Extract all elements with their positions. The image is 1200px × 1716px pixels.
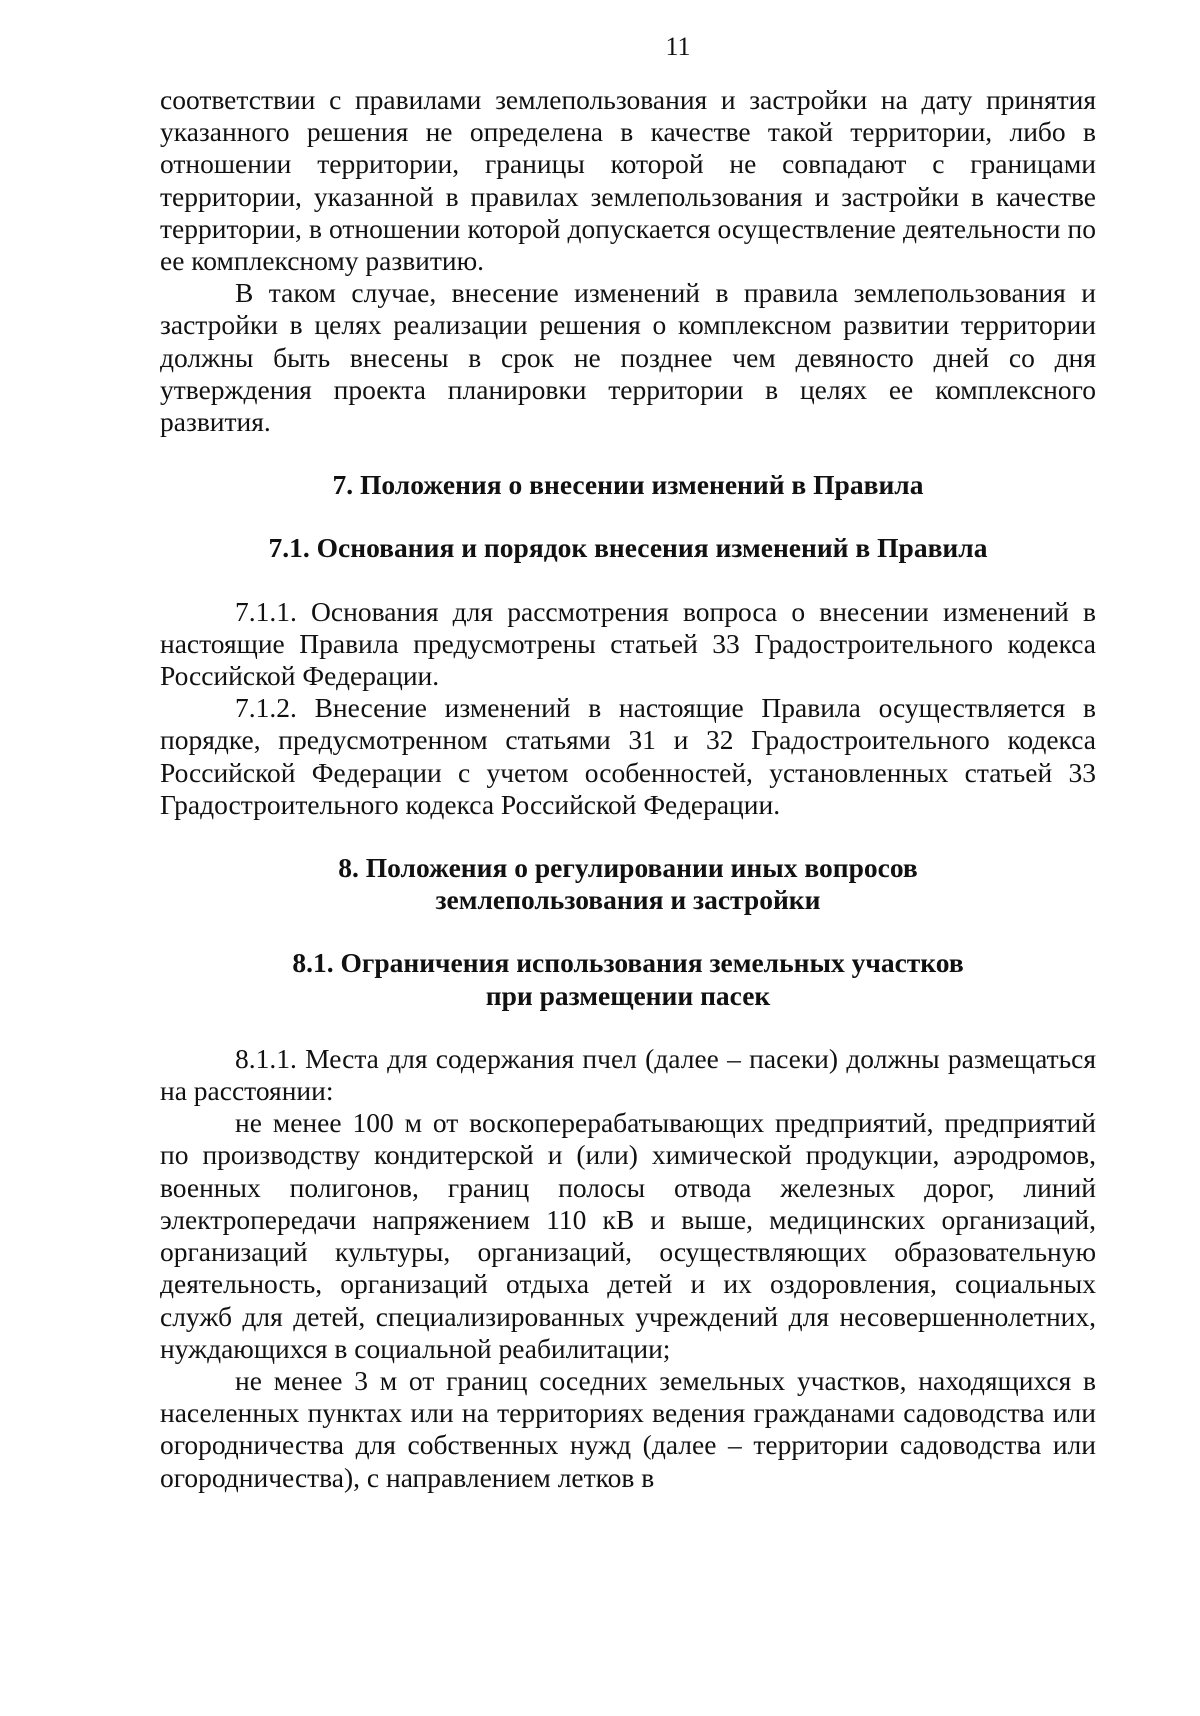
item-8-1-1-distance-3m: не менее 3 м от границ соседних земельных участков, находящихся в населенных пунктах или на территориях ведения гражданами садоводства или огородничества для собственных нужд (далее – территории садоводства или огородничества), с направлением летков в bbox=[160, 1364, 1096, 1493]
subsection-8-1-heading bbox=[160, 947, 1096, 1011]
section-7-title: 7. Положения о внесении изменений в Правила bbox=[332, 469, 924, 501]
document-page bbox=[160, 30, 1096, 1494]
page-number: 11 bbox=[665, 32, 691, 61]
section-8-heading bbox=[160, 852, 1096, 916]
item-7-1-2: 7.1.2. Внесение изменений в настоящие Правила осуществляется в порядке, предусмотренном статьями 31 и 32 Градостроительного кодекса Российской Федерации с учетом особенностей, установленных статьей 33 Градостроительного кодекса Российской Федерации. bbox=[160, 692, 1096, 820]
subsection-8-1-title-line1: 8.1. Ограничения использования земельных участков bbox=[292, 947, 964, 979]
subsection-7-1-title: 7.1. Основания и порядок внесения изменений в Правила bbox=[268, 532, 988, 564]
item-8-1-1-distance-100m: не менее 100 м от воскоперерабатывающих предприятий, предприятий по производству кондитерской и (или) химической продукции, аэродромов, военных полигонов, границ полосы отвода железных дорог, линий электропередачи напряжением 110 кВ и выше, медицинских организаций, организаций культуры, организаций, осуществляющих образовательную деятельность, организаций отдыха детей и их оздоровления, социальных служб для детей, специализированных учреждений для несовершеннолетних, нуждающихся в социальной реабилитации; bbox=[160, 1107, 1096, 1364]
section-8-title-line2: землепользования и застройки bbox=[435, 884, 821, 916]
item-7-1-1: 7.1.1. Основания для рассмотрения вопроса о внесении изменений в настоящие Правила предусмотрены статьей 33 Градостроительного кодекса Российской Федерации. bbox=[160, 595, 1096, 692]
paragraph-amendment-deadline: В таком случае, внесение изменений в правила землепользования и застройки в целях реализации решения о комплексном развитии территории должны быть внесены в срок не позднее чем девяносто дней со дня утверждения проекта планировки территории в целях ее комплексного развития. bbox=[160, 277, 1096, 438]
paragraph-continuation: соответствии с правилами землепользования и застройки на дату принятия указанного решения не определена в качестве такой территории, либо в отношении территории, границы которой не совпадают с границами территории, указанной в правилах землепользования и застройки в качестве территории, в отношении которой допускается осуществление деятельности по ее комплексному развитию. bbox=[160, 84, 1096, 277]
subsection-8-1-title-line2: при размещении пасек bbox=[485, 979, 771, 1011]
section-8-title-line1: 8. Положения о регулировании иных вопросов bbox=[338, 852, 918, 884]
section-7-heading bbox=[160, 469, 1096, 501]
subsection-7-1-heading bbox=[160, 532, 1096, 564]
item-8-1-1: 8.1.1. Места для содержания пчел (далее – пасеки) должны размещаться на расстоянии: bbox=[160, 1042, 1096, 1107]
